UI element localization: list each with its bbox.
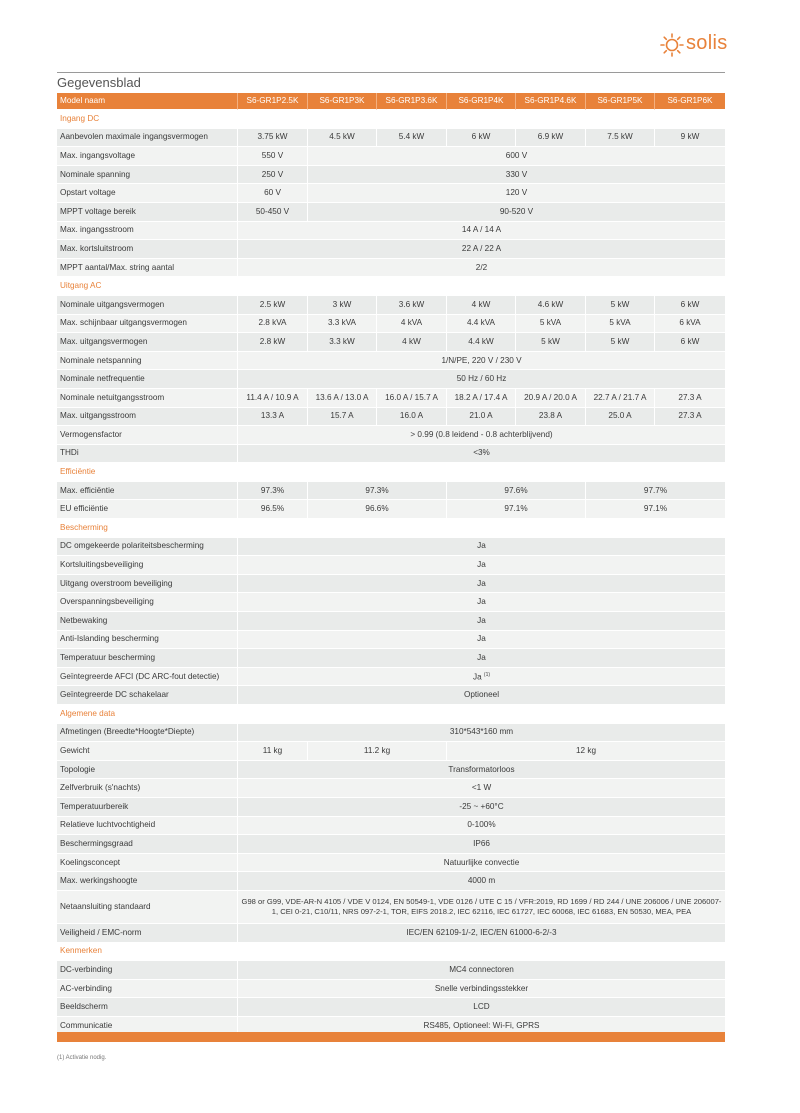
table-cell: 5.4 kW xyxy=(376,129,446,148)
row-label: Nominale spanning xyxy=(57,166,237,185)
table-cell: 4 kW xyxy=(446,296,515,315)
table-row xyxy=(57,980,725,999)
section-title: Bescherming xyxy=(57,519,725,538)
table-cell: 250 V xyxy=(237,166,307,185)
table-cell: 11 kg xyxy=(237,742,307,761)
row-label: MPPT aantal/Max. string aantal xyxy=(57,259,237,278)
table-row xyxy=(57,259,725,278)
table-row xyxy=(57,649,725,668)
table-cell: 16.0 A xyxy=(376,408,446,427)
table-cell: 96.5% xyxy=(237,500,307,519)
table-cell: 97.7% xyxy=(585,482,725,501)
table-cell: 23.8 A xyxy=(515,408,585,427)
row-label: Temperatuurbereik xyxy=(57,798,237,817)
table-cell: 97.1% xyxy=(585,500,725,519)
row-label: Gewicht xyxy=(57,742,237,761)
table-row xyxy=(57,817,725,836)
footnote-marker: (1) xyxy=(483,672,491,679)
table-row xyxy=(57,575,725,594)
table-row xyxy=(57,631,725,650)
row-label: Max. ingangsvoltage xyxy=(57,147,237,166)
table-cell: 97.1% xyxy=(446,500,585,519)
table-cell: 50 Hz / 60 Hz xyxy=(237,370,725,389)
table-row xyxy=(57,538,725,557)
table-cell: 5 kW xyxy=(515,333,585,352)
table-cell: 97.3% xyxy=(237,482,307,501)
table-cell: 3.75 kW xyxy=(237,129,307,148)
table-row xyxy=(57,389,725,408)
table-cell: 600 V xyxy=(307,147,725,166)
table-row xyxy=(57,352,725,371)
table-cell: 4 kW xyxy=(376,333,446,352)
table-cell: 4.4 kVA xyxy=(446,315,515,334)
section-title: Efficiëntie xyxy=(57,463,725,482)
table-cell: 15.7 A xyxy=(307,408,376,427)
table-cell: 18.2 A / 17.4 A xyxy=(446,389,515,408)
table-cell: Ja xyxy=(237,593,725,612)
table-cell: 4.4 kW xyxy=(446,333,515,352)
table-row xyxy=(57,742,725,761)
model-column-header: S6-GR1P3.6K xyxy=(376,93,446,110)
row-label: Max. uitgangsstroom xyxy=(57,408,237,427)
table-cell: 2/2 xyxy=(237,259,725,278)
row-label: Nominale uitgangsvermogen xyxy=(57,296,237,315)
section-heading xyxy=(57,277,725,296)
table-row xyxy=(57,961,725,980)
table-row xyxy=(57,408,725,427)
table-cell: Ja xyxy=(237,612,725,631)
section-title: Kenmerken xyxy=(57,943,725,962)
section-heading xyxy=(57,519,725,538)
table-cell: <3% xyxy=(237,445,725,464)
table-row xyxy=(57,426,725,445)
table-cell: 25.0 A xyxy=(585,408,654,427)
table-cell: 310*543*160 mm xyxy=(237,724,725,743)
row-label: Geïntegreerde AFCI (DC ARC-fout detectie) xyxy=(57,668,237,687)
table-cell: Ja xyxy=(237,575,725,594)
table-cell: 4.5 kW xyxy=(307,129,376,148)
row-label: DC omgekeerde polariteitsbescherming xyxy=(57,538,237,557)
row-label: Afmetingen (Breedte*Hoogte*Diepte) xyxy=(57,724,237,743)
table-row xyxy=(57,612,725,631)
section-title: Ingang DC xyxy=(57,110,725,129)
row-label: EU efficiëntie xyxy=(57,500,237,519)
table-cell: 11.4 A / 10.9 A xyxy=(237,389,307,408)
model-column-header: S6-GR1P5K xyxy=(585,93,654,110)
table-cell: 60 V xyxy=(237,184,307,203)
table-row xyxy=(57,370,725,389)
table-cell: Optioneel xyxy=(237,686,725,705)
table-cell: 330 V xyxy=(307,166,725,185)
row-label: Geïntegreerde DC schakelaar xyxy=(57,686,237,705)
row-label: Beeldscherm xyxy=(57,998,237,1017)
table-cell: 1/N/PE, 220 V / 230 V xyxy=(237,352,725,371)
row-label: Zelfverbruik (s'nachts) xyxy=(57,779,237,798)
table-row xyxy=(57,482,725,501)
table-cell: 22.7 A / 21.7 A xyxy=(585,389,654,408)
table-row xyxy=(57,891,725,924)
table-cell: 13.6 A / 13.0 A xyxy=(307,389,376,408)
table-row xyxy=(57,686,725,705)
table-cell: 22 A / 22 A xyxy=(237,240,725,259)
row-label: DC-verbinding xyxy=(57,961,237,980)
brand-logo-text: solis xyxy=(686,32,728,54)
row-label: Max. werkingshoogte xyxy=(57,872,237,891)
row-label: Koelingsconcept xyxy=(57,854,237,873)
table-cell: 2.8 kVA xyxy=(237,315,307,334)
row-label: Overspanningsbeveiliging xyxy=(57,593,237,612)
table-row xyxy=(57,296,725,315)
table-cell: 13.3 A xyxy=(237,408,307,427)
row-label: Max. schijnbaar uitgangsvermogen xyxy=(57,315,237,334)
table-row xyxy=(57,724,725,743)
table-cell: 5 kW xyxy=(585,333,654,352)
table-row xyxy=(57,203,725,222)
table-cell: 120 V xyxy=(307,184,725,203)
section-heading xyxy=(57,705,725,724)
table-row xyxy=(57,129,725,148)
table-cell: LCD xyxy=(237,998,725,1017)
table-row xyxy=(57,445,725,464)
table-cell: 20.9 A / 20.0 A xyxy=(515,389,585,408)
header-label: Model naam xyxy=(57,93,237,110)
table-cell: 96.6% xyxy=(307,500,446,519)
table-row xyxy=(57,798,725,817)
table-cell xyxy=(237,668,725,687)
table-row xyxy=(57,333,725,352)
table-cell: 5 kW xyxy=(585,296,654,315)
table-cell: RS485, Optioneel: Wi-Fi, GPRS xyxy=(237,1017,725,1036)
table-row xyxy=(57,854,725,873)
row-label: Nominale netfrequentie xyxy=(57,370,237,389)
datasheet-table xyxy=(57,93,725,1036)
row-label: AC-verbinding xyxy=(57,980,237,999)
table-cell: G98 or G99, VDE-AR-N 4105 / VDE V 0124, EN 50549-1, VDE 0126 / UTE C 15 / VFR:2019, RD 1699 / RD 244 / UNE 206006 / UNE 206007-1, CEI 0-21, C10/11, NRS 097-2-1, TOR, EIFS 2018.2, IEC 62116, IEC 61727, IEC 60068, IEC 61683, EN 50530, MEA, PEA xyxy=(237,891,725,924)
section-heading xyxy=(57,943,725,962)
table-cell: 16.0 A / 15.7 A xyxy=(376,389,446,408)
table-row xyxy=(57,593,725,612)
table-cell: 2.8 kW xyxy=(237,333,307,352)
table-row xyxy=(57,500,725,519)
table-cell: IP66 xyxy=(237,835,725,854)
row-label: Nominale netuitgangsstroom xyxy=(57,389,237,408)
row-label: Max. uitgangsvermogen xyxy=(57,333,237,352)
table-cell: 3.6 kW xyxy=(376,296,446,315)
table-cell: 4 kVA xyxy=(376,315,446,334)
row-label: Topologie xyxy=(57,761,237,780)
row-label: Kortsluitingsbeveiliging xyxy=(57,556,237,575)
table-cell: 6 kW xyxy=(654,296,725,315)
model-column-header: S6-GR1P6K xyxy=(654,93,725,110)
table-row xyxy=(57,998,725,1017)
table-cell: Ja xyxy=(237,556,725,575)
table-row xyxy=(57,835,725,854)
table-cell: 90-520 V xyxy=(307,203,725,222)
table-cell: 9 kW xyxy=(654,129,725,148)
row-label: Opstart voltage xyxy=(57,184,237,203)
row-label: Max. efficiëntie xyxy=(57,482,237,501)
model-column-header: S6-GR1P3K xyxy=(307,93,376,110)
section-title: Uitgang AC xyxy=(57,277,725,296)
table-cell: 4000 m xyxy=(237,872,725,891)
table-cell: 3.3 kVA xyxy=(307,315,376,334)
table-row xyxy=(57,147,725,166)
table-row xyxy=(57,924,725,943)
table-row xyxy=(57,779,725,798)
table-cell: 3 kW xyxy=(307,296,376,315)
row-label: Uitgang overstroom beveiliging xyxy=(57,575,237,594)
table-cell: 5 kVA xyxy=(515,315,585,334)
section-title: Algemene data xyxy=(57,705,725,724)
row-label: Vermogensfactor xyxy=(57,426,237,445)
bottom-accent-bar xyxy=(57,1032,725,1042)
row-label: Max. ingangsstroom xyxy=(57,222,237,241)
row-label: Beschermingsgraad xyxy=(57,835,237,854)
table-row xyxy=(57,184,725,203)
table-cell: 6 kVA xyxy=(654,315,725,334)
table-row xyxy=(57,761,725,780)
table-cell: 7.5 kW xyxy=(585,129,654,148)
table-cell: Ja xyxy=(237,631,725,650)
table-cell: 6 kW xyxy=(446,129,515,148)
row-label: Netaansluiting standaard xyxy=(57,891,237,924)
section-heading xyxy=(57,463,725,482)
table-cell: 14 A / 14 A xyxy=(237,222,725,241)
page-title: Gegevensblad xyxy=(57,75,141,90)
table-cell: Snelle verbindingsstekker xyxy=(237,980,725,999)
table-cell: 6.9 kW xyxy=(515,129,585,148)
table-cell: 27.3 A xyxy=(654,408,725,427)
table-cell: 27.3 A xyxy=(654,389,725,408)
table-cell: Natuurlijke convectie xyxy=(237,854,725,873)
table-cell: 11.2 kg xyxy=(307,742,446,761)
row-label: THDi xyxy=(57,445,237,464)
table-cell: 550 V xyxy=(237,147,307,166)
row-label: Netbewaking xyxy=(57,612,237,631)
table-cell: 6 kW xyxy=(654,333,725,352)
table-cell: 5 kVA xyxy=(585,315,654,334)
row-label: Communicatie xyxy=(57,1017,237,1036)
table-cell: Ja xyxy=(237,538,725,557)
table-cell: 97.3% xyxy=(307,482,446,501)
table-cell: 2.5 kW xyxy=(237,296,307,315)
table-row xyxy=(57,240,725,259)
table-cell: 3.3 kW xyxy=(307,333,376,352)
row-label: Temperatuur bescherming xyxy=(57,649,237,668)
row-label: Veiligheid / EMC-norm xyxy=(57,924,237,943)
table-header-row xyxy=(57,93,725,110)
table-row xyxy=(57,872,725,891)
table-row xyxy=(57,166,725,185)
table-cell: -25 ~ +60°C xyxy=(237,798,725,817)
model-column-header: S6-GR1P2.5K xyxy=(237,93,307,110)
row-label: Nominale netspanning xyxy=(57,352,237,371)
table-row xyxy=(57,668,725,687)
row-label: Relatieve luchtvochtigheid xyxy=(57,817,237,836)
table-cell: 12 kg xyxy=(446,742,725,761)
row-label: Max. kortsluitstroom xyxy=(57,240,237,259)
table-cell: Transformatorloos xyxy=(237,761,725,780)
table-row xyxy=(57,315,725,334)
table-row xyxy=(57,222,725,241)
table-cell: 0-100% xyxy=(237,817,725,836)
title-divider xyxy=(57,72,725,73)
table-cell: <1 W xyxy=(237,779,725,798)
model-column-header: S6-GR1P4.6K xyxy=(515,93,585,110)
row-label: MPPT voltage bereik xyxy=(57,203,237,222)
row-label: Aanbevolen maximale ingangsvermogen xyxy=(57,129,237,148)
table-cell: 50-450 V xyxy=(237,203,307,222)
table-cell: MC4 connectoren xyxy=(237,961,725,980)
table-cell: Ja xyxy=(237,649,725,668)
table-cell: 21.0 A xyxy=(446,408,515,427)
table-cell: 97.6% xyxy=(446,482,585,501)
table-cell: > 0.99 (0.8 leidend - 0.8 achterblijvend) xyxy=(237,426,725,445)
cell-value: Ja xyxy=(472,672,482,682)
table-cell: 4.6 kW xyxy=(515,296,585,315)
section-heading xyxy=(57,110,725,129)
table-row xyxy=(57,556,725,575)
footnote: (1) Activatie nodig. xyxy=(57,1055,107,1061)
model-column-header: S6-GR1P4K xyxy=(446,93,515,110)
row-label: Anti-Islanding bescherming xyxy=(57,631,237,650)
table-cell: IEC/EN 62109-1/-2, IEC/EN 61000-6-2/-3 xyxy=(237,924,725,943)
